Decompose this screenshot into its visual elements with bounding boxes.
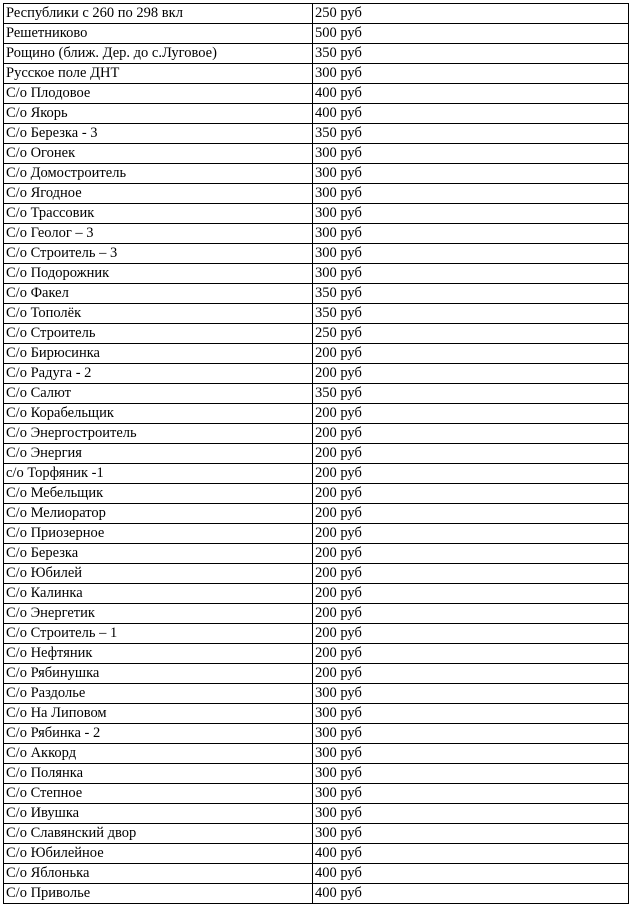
price-cell: 300 руб [313,184,629,204]
price-cell: 500 руб [313,24,629,44]
price-cell: 200 руб [313,504,629,524]
location-name-cell: С/о Корабельщик [4,404,313,424]
table-row [4,304,629,324]
price-cell: 350 руб [313,44,629,64]
price-cell: 350 руб [313,284,629,304]
price-cell: 200 руб [313,604,629,624]
price-cell: 400 руб [313,864,629,884]
price-table-body [4,4,629,904]
table-row [4,104,629,124]
table-row [4,4,629,24]
price-cell: 400 руб [313,104,629,124]
location-name-cell: С/о Строитель – 3 [4,244,313,264]
table-row [4,284,629,304]
price-cell: 300 руб [313,164,629,184]
table-row [4,504,629,524]
table-row [4,564,629,584]
table-row [4,724,629,744]
location-name-cell: С/о Мебельщик [4,484,313,504]
table-row [4,524,629,544]
location-name-cell: С/о Юбилей [4,564,313,584]
table-row [4,664,629,684]
price-cell: 300 руб [313,64,629,84]
table-row [4,784,629,804]
location-name-cell: С/о Приозерное [4,524,313,544]
price-cell: 300 руб [313,824,629,844]
table-row [4,624,629,644]
table-row [4,744,629,764]
table-row [4,484,629,504]
table-row [4,704,629,724]
location-name-cell: С/о Домостроитель [4,164,313,184]
price-cell: 200 руб [313,404,629,424]
location-name-cell: С/о Огонек [4,144,313,164]
location-name-cell: С/о Факел [4,284,313,304]
table-row [4,264,629,284]
price-cell: 300 руб [313,224,629,244]
price-cell: 300 руб [313,204,629,224]
price-cell: 300 руб [313,704,629,724]
table-row [4,124,629,144]
price-cell: 200 руб [313,564,629,584]
location-name-cell: С/о Березка - 3 [4,124,313,144]
price-cell: 300 руб [313,744,629,764]
price-cell: 200 руб [313,464,629,484]
location-name-cell: С/о Плодовое [4,84,313,104]
table-row [4,464,629,484]
location-name-cell: С/о Яблонька [4,864,313,884]
location-name-cell: С/о Славянский двор [4,824,313,844]
location-name-cell: С/о Салют [4,384,313,404]
location-name-cell: С/о Ивушка [4,804,313,824]
price-cell: 350 руб [313,304,629,324]
location-name-cell: С/о Строитель – 1 [4,624,313,644]
table-row [4,644,629,664]
location-name-cell: Русское поле ДНТ [4,64,313,84]
price-cell: 200 руб [313,644,629,664]
location-name-cell: С/о Радуга - 2 [4,364,313,384]
price-cell: 250 руб [313,4,629,24]
location-name-cell: Решетниково [4,24,313,44]
location-name-cell: С/о Трассовик [4,204,313,224]
price-cell: 200 руб [313,664,629,684]
location-name-cell: С/о Аккорд [4,744,313,764]
table-row [4,84,629,104]
location-name-cell: С/о Подорожник [4,264,313,284]
price-cell: 200 руб [313,584,629,604]
price-cell: 350 руб [313,384,629,404]
price-cell: 350 руб [313,124,629,144]
location-name-cell: С/о Юбилейное [4,844,313,864]
price-cell: 400 руб [313,884,629,904]
price-cell: 400 руб [313,844,629,864]
price-cell: 250 руб [313,324,629,344]
location-name-cell: С/о Нефтяник [4,644,313,664]
location-name-cell: С/о Энергостроитель [4,424,313,444]
price-cell: 300 руб [313,264,629,284]
table-row [4,604,629,624]
price-cell: 200 руб [313,624,629,644]
table-row [4,764,629,784]
price-cell: 200 руб [313,444,629,464]
table-row [4,424,629,444]
price-cell: 300 руб [313,784,629,804]
location-name-cell: С/о Рябинушка [4,664,313,684]
price-cell: 300 руб [313,724,629,744]
table-row [4,44,629,64]
location-name-cell: С/о Полянка [4,764,313,784]
table-row [4,824,629,844]
location-name-cell: С/о Березка [4,544,313,564]
location-name-cell: С/о Мелиоратор [4,504,313,524]
location-name-cell: С/о Энергетик [4,604,313,624]
location-name-cell: С/о Бирюсинка [4,344,313,364]
table-row [4,864,629,884]
price-cell: 200 руб [313,424,629,444]
price-cell: 300 руб [313,244,629,264]
price-cell: 200 руб [313,484,629,504]
price-cell: 200 руб [313,364,629,384]
table-row [4,804,629,824]
price-cell: 300 руб [313,804,629,824]
table-row [4,364,629,384]
price-cell: 400 руб [313,84,629,104]
price-table [3,3,629,904]
location-name-cell: Республики с 260 по 298 вкл [4,4,313,24]
table-row [4,184,629,204]
location-name-cell: с/о Торфяник -1 [4,464,313,484]
price-cell: 200 руб [313,344,629,364]
price-cell: 300 руб [313,764,629,784]
location-name-cell: С/о Рябинка - 2 [4,724,313,744]
price-cell: 200 руб [313,544,629,564]
table-row [4,584,629,604]
table-row [4,384,629,404]
table-row [4,224,629,244]
table-row [4,844,629,864]
location-name-cell: С/о Калинка [4,584,313,604]
table-row [4,164,629,184]
table-row [4,324,629,344]
price-cell: 300 руб [313,144,629,164]
price-cell: 300 руб [313,684,629,704]
location-name-cell: С/о Степное [4,784,313,804]
location-name-cell: С/о Строитель [4,324,313,344]
table-row [4,144,629,164]
table-row [4,884,629,904]
table-row [4,244,629,264]
location-name-cell: С/о Ягодное [4,184,313,204]
table-row [4,64,629,84]
location-name-cell: С/о Тополёк [4,304,313,324]
table-row [4,204,629,224]
location-name-cell: С/о Якорь [4,104,313,124]
location-name-cell: С/о Энергия [4,444,313,464]
table-row [4,24,629,44]
table-row [4,444,629,464]
location-name-cell: Рощино (ближ. Дер. до с.Луговое) [4,44,313,64]
table-row [4,404,629,424]
price-cell: 200 руб [313,524,629,544]
table-row [4,544,629,564]
table-row [4,344,629,364]
location-name-cell: С/о Раздолье [4,684,313,704]
table-row [4,684,629,704]
location-name-cell: С/о На Липовом [4,704,313,724]
location-name-cell: С/о Геолог – 3 [4,224,313,244]
location-name-cell: С/о Приволье [4,884,313,904]
